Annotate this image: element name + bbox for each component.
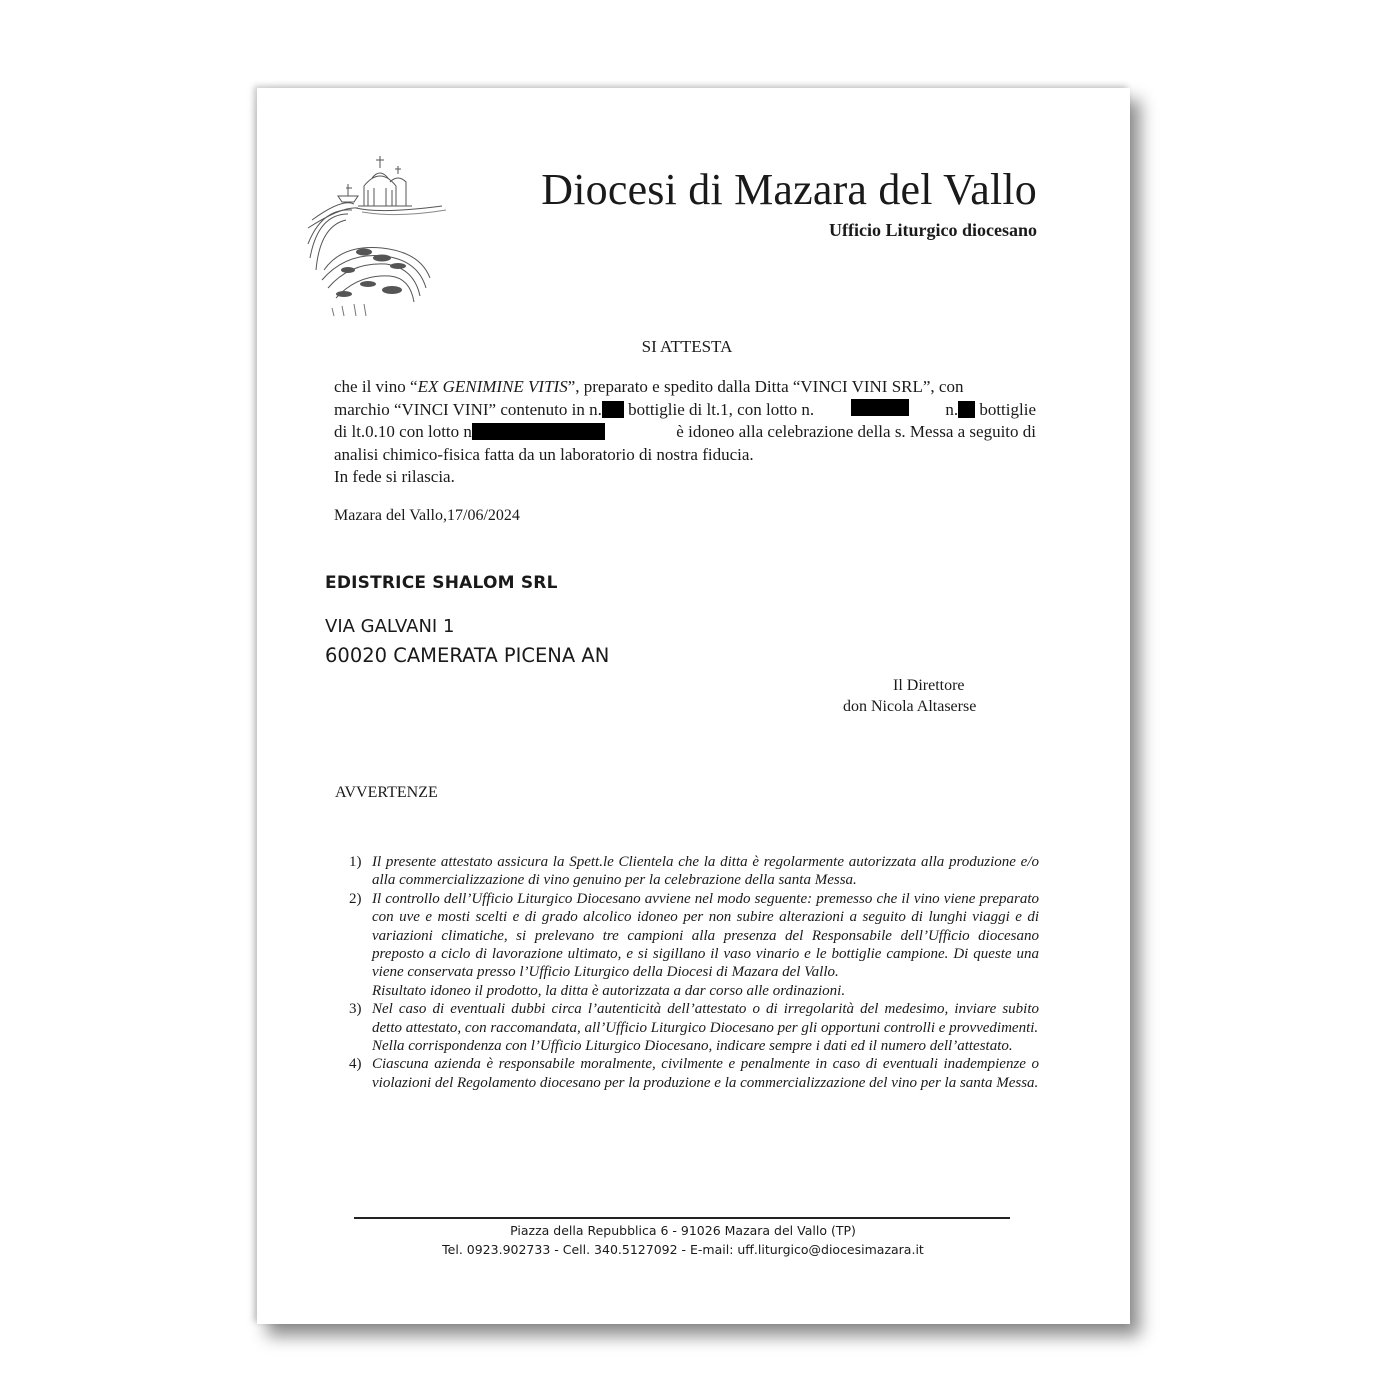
attestation-heading: SI ATTESTA — [641, 337, 733, 356]
warning-text: Ciascuna azienda è responsabile moralmente, civilmente e penalmente in caso di eventuali inadempienze o violazioni del Regolamento diocesano per la produzione e la commercializzazione del vino per la santa Messa. — [372, 1056, 1039, 1091]
warning-text: Risultato idoneo il prodotto, la ditta è autorizzata a dar corso alle ordinazioni. — [372, 982, 846, 999]
attestation-line-2: marchio “VINCI VINI” contenuto in n. bottiglie di lt.1, con lotto n. n. bottiglie — [334, 399, 1036, 419]
attestation-line-5: In fede si rilascia. — [334, 467, 455, 486]
footer-address: Piazza della Repubblica 6 - 91026 Mazara del Vallo (TP) — [510, 1223, 856, 1238]
warning-number: 4) — [349, 1056, 362, 1073]
diocese-title: Diocesi di Mazara del Vallo — [541, 165, 1037, 214]
warning-number: 3) — [349, 1001, 362, 1018]
attestation-line-1: che il vino “EX GENIMINE VITIS”, preparato e spedito dalla Ditta “VINCI VINI SRL”, con — [334, 377, 964, 396]
cathedral-fish-logo-icon — [302, 148, 452, 318]
warning-number: 1) — [349, 854, 362, 870]
footer-divider — [354, 1217, 1010, 1219]
signatory-role: Il Direttore — [893, 677, 965, 694]
place-date: Mazara del Vallo,17/06/2024 — [334, 507, 520, 524]
warning-item — [349, 853, 1039, 890]
warning-item — [349, 1000, 1039, 1055]
document-page — [257, 88, 1130, 1324]
wine-name: EX GENIMINE VITIS — [417, 377, 568, 396]
redacted-quantity — [602, 401, 624, 418]
redacted-lot-number — [472, 423, 605, 440]
warnings-heading: AVVERTENZE — [335, 784, 438, 801]
warning-item — [349, 1055, 1039, 1092]
warning-item — [349, 890, 1039, 1000]
warnings-list — [349, 853, 1039, 1092]
recipient-city: 60020 CAMERATA PICENA AN — [325, 644, 610, 667]
attestation-line-4: analisi chimico-fisica fatta da un laboratorio di nostra fiducia. — [334, 444, 754, 464]
attestation-body — [334, 376, 1036, 489]
recipient-street: VIA GALVANI 1 — [325, 616, 455, 637]
warning-text: Nella corrispondenza con l’Ufficio Liturgico Diocesano, indicare sempre i dati ed il numero dell’attestato. — [372, 1038, 1013, 1055]
warning-text: Il controllo dell’Ufficio Liturgico Diocesano avviene nel modo seguente: premesso che il vino viene preparato con uve e mosti scelti e di grado alcolico idoneo per non subire alterazioni a seguito di lunghi viaggi e di variazioni climatiche, si prelevano tre campioni alla presenza del Responsabile dell’Ufficio diocesano preposto a ciclo di lavorazione ultimato, e si sigillano il vaso vinario e le bottiglie campione. Di queste una viene conservata presso l’Ufficio Liturgico della Diocesi di Mazara del Vallo. — [372, 890, 1039, 981]
footer-contacts: Tel. 0923.902733 - Cell. 340.5127092 - E-mail: uff.liturgico@diocesimazara.it — [442, 1242, 924, 1257]
office-subtitle: Ufficio Liturgico diocesano — [829, 220, 1037, 240]
signatory-name: don Nicola Altaserse — [843, 698, 977, 715]
recipient-name: EDISTRICE SHALOM SRL — [325, 573, 558, 593]
redacted-quantity — [958, 401, 975, 418]
attestation-line-3: di lt.0.10 con lotto n è idoneo alla celebrazione della s. Messa a seguito di — [334, 422, 1036, 441]
warning-text: Nel caso di eventuali dubbi circa l’autenticità dell’attestato o di irregolarità del medesimo, inviare subito detto attestato, con raccomandata, all’Ufficio Liturgico Diocesano per gli opportuni controlli e provvedimenti. — [372, 1001, 1039, 1036]
warning-number: 2) — [349, 890, 362, 907]
redacted-lot-number — [851, 399, 909, 416]
warning-text: Il presente attestato assicura la Spett.le Clientela che la ditta è regolarmente autorizzata alla produzione e/o alla commercializzazione di vino genuino per la celebrazione della santa Messa. — [372, 854, 1039, 889]
